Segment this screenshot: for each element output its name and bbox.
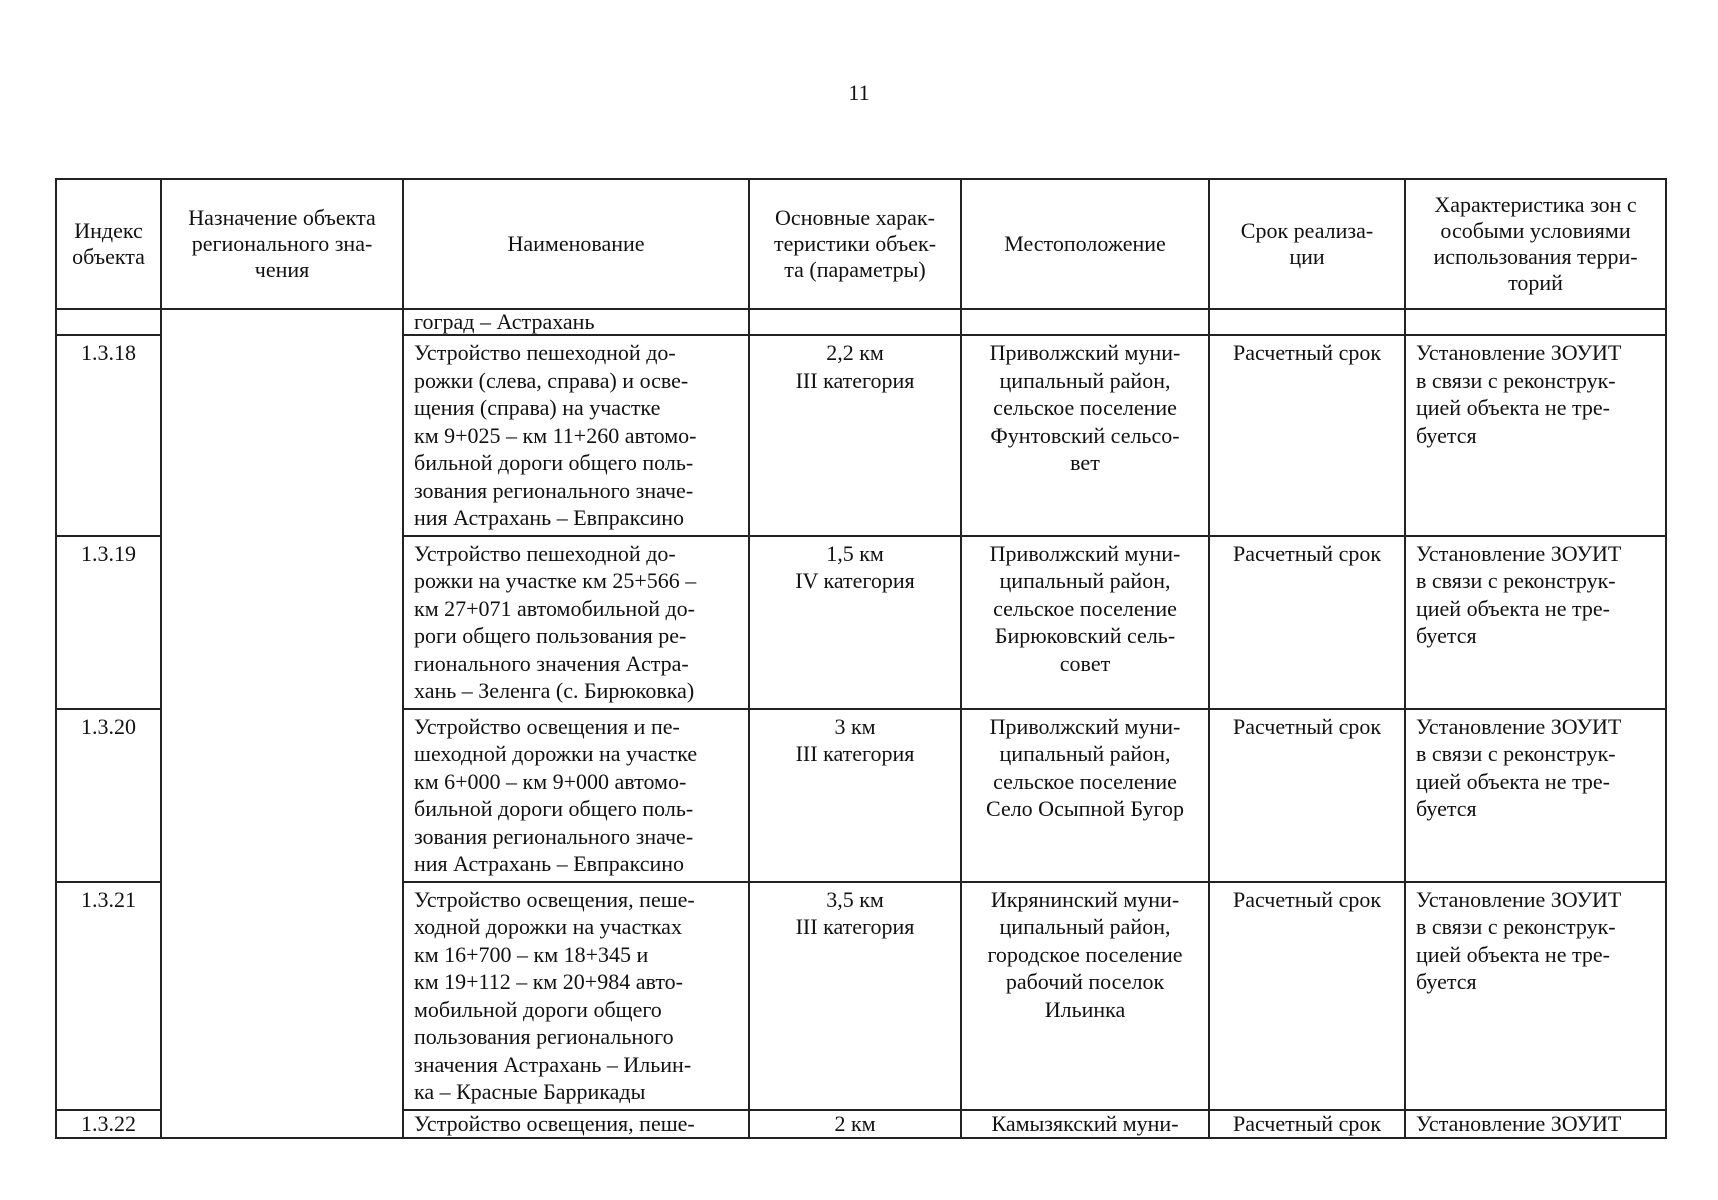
header-params: Основные харак- теристики объек- та (параметры) (749, 179, 961, 309)
row-params: 3 км III категория (749, 709, 961, 882)
row-location: Приволжский муни- ципальный район, сельское поселение Село Осыпной Бугор (961, 709, 1209, 882)
row-name: Устройство освещения, пеше- ходной дорожки на участках км 16+700 – км 18+345 и км 19+112 – км 20+984 авто- мобильной дороги общего пользования регионального значения Астрахань – Ильин- ка – Красные Баррикады (403, 882, 749, 1110)
row-params: 2,2 км III категория (749, 335, 961, 536)
row-zones: Установление ЗОУИТ в связи с реконструк- цией объекта не тре- буется (1405, 709, 1666, 882)
row-name: Устройство пешеходной до- рожки (слева, справа) и осве- щения (справа) на участке км 9+025 – км 11+260 автомо- бильной дороги общего поль- зования регионального значе- ния Астрахань – Евпраксино (403, 335, 749, 536)
continuation-location-cell (961, 309, 1209, 335)
regional-objects-table (55, 178, 1667, 1139)
row-zones: Установление ЗОУИТ в связи с реконструк- цией объекта не тре- буется (1405, 335, 1666, 536)
row-zones: Установление ЗОУИТ в связи с реконструк- цией объекта не тре- буется (1405, 882, 1666, 1110)
row-term: Расчетный срок (1209, 335, 1405, 536)
row-index: 1.3.18 (56, 335, 161, 536)
row-params: 3,5 км III категория (749, 882, 961, 1110)
row-name: Устройство пешеходной до- рожки на участке км 25+566 – км 27+071 автомобильной до- роги общего пользования ре- гионального значения Астра- хань – Зеленга (с. Бирюковка) (403, 536, 749, 709)
row-name: Устройство освещения и пе- шеходной дорожки на участке км 6+000 – км 9+000 автомо- бильной дороги общего поль- зования регионального значе- ния Астрахань – Евпраксино (403, 709, 749, 882)
row-zones: Установление ЗОУИТ в связи с реконструк- цией объекта не тре- буется (1405, 536, 1666, 709)
continuation-index-cell (56, 309, 161, 335)
row-term: Расчетный срок (1209, 709, 1405, 882)
row-term: Расчетный срок (1209, 536, 1405, 709)
row-index: 1.3.21 (56, 882, 161, 1110)
row-params: 1,5 км IV категория (749, 536, 961, 709)
continuation-zones-cell (1405, 309, 1666, 335)
header-purpose: Назначение объекта регионального зна- чения (161, 179, 403, 309)
row-name: Устройство освещения, пеше- (403, 1110, 749, 1138)
header-index: Индекс объекта (56, 179, 161, 309)
header-location: Местоположение (961, 179, 1209, 309)
page-number: 11 (848, 80, 870, 105)
purpose-cell (161, 309, 403, 1138)
header-name: Наименование (403, 179, 749, 309)
continuation-row (56, 309, 1666, 335)
row-term: Расчетный срок (1209, 882, 1405, 1110)
row-location: Икрянинский муни- ципальный район, городское поселение рабочий поселок Ильинка (961, 882, 1209, 1110)
row-index: 1.3.22 (56, 1110, 161, 1138)
row-location: Приволжский муни- ципальный район, сельское поселение Фунтовский сельсо- вет (961, 335, 1209, 536)
row-location: Камызякский муни- (961, 1110, 1209, 1138)
row-zones: Установление ЗОУИТ (1405, 1110, 1666, 1138)
row-index: 1.3.19 (56, 536, 161, 709)
continuation-name-cell: гоград – Астрахань (403, 309, 749, 335)
header-term: Срок реализа- ции (1209, 179, 1405, 309)
table-header-row (56, 179, 1666, 309)
header-zones: Характеристика зон с особыми условиями использования терри- торий (1405, 179, 1666, 309)
row-params: 2 км (749, 1110, 961, 1138)
continuation-term-cell (1209, 309, 1405, 335)
continuation-params-cell (749, 309, 961, 335)
row-index: 1.3.20 (56, 709, 161, 882)
row-term: Расчетный срок (1209, 1110, 1405, 1138)
row-location: Приволжский муни- ципальный район, сельское поселение Бирюковский сель- совет (961, 536, 1209, 709)
